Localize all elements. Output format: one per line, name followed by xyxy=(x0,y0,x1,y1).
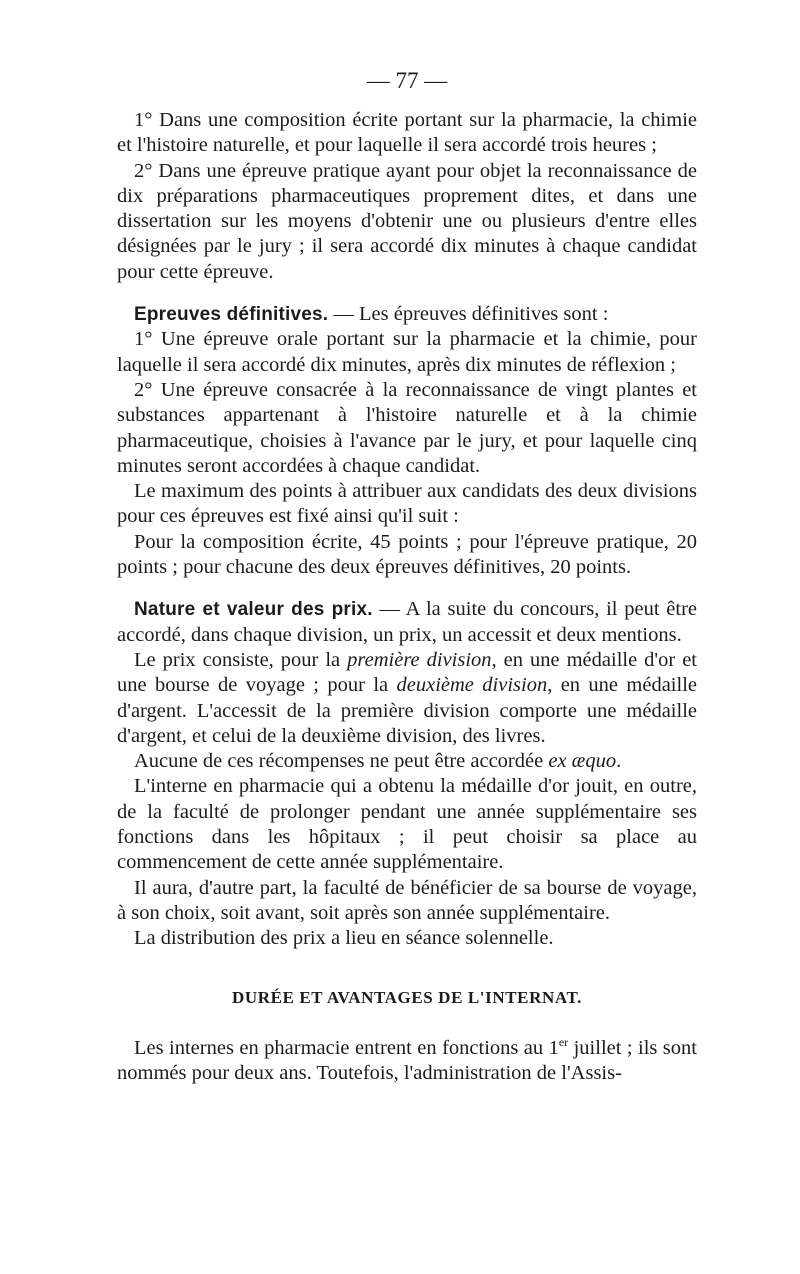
paragraph-prix xyxy=(117,648,697,749)
superscript-er: er xyxy=(558,1034,569,1049)
emphasis-premiere-division: première division xyxy=(347,648,492,671)
paragraph-epreuve-orale: 1° Une épreuve orale portant sur la pharmacie et la chimie, pour laquelle il sera accordé dix minutes, après dix minutes de réflexion ; xyxy=(117,328,697,376)
text-run: , en une médaille d'argent. L'accessit de la première division comporte une médaille d'argent, et celui de la deuxième division, des livres. xyxy=(117,674,697,747)
paragraph-ex-aequo xyxy=(117,749,697,774)
nature-intro: — A la suite du concours, il peut être accordé, dans chaque division, un prix, un accessit et deux mentions. xyxy=(117,598,697,646)
paragraph-distribution: La distribution des prix a lieu en séance solennelle. xyxy=(134,927,554,950)
page-number: — 77 — xyxy=(366,68,448,93)
text-run: Aucune de ces récompenses ne peut être accordée xyxy=(134,750,549,773)
paragraph-reconnaissance: 2° Une épreuve consacrée à la reconnaissance de vingt plantes et substances appartenant à l'histoire naturelle et à la chimie pharmaceutique, choisies à l'avance par le jury, et pour laquelle cinq minutes seront accordées à chaque candidat. xyxy=(117,378,697,477)
paragraph-nature-valeur xyxy=(117,597,697,648)
paragraph-epreuve-pratique: 2° Dans une épreuve pratique ayant pour objet la reconnaissance de dix préparations pharmaceutiques proprement dites, et dans une dissertation sur les moyens d'obtenir une ou plusieurs d'entre elles désignées par le jury ; il sera accordé dix minutes à chaque candidat pour cette épreuve. xyxy=(117,159,697,283)
emphasis-deuxieme-division: deuxième division xyxy=(396,674,548,697)
document-page xyxy=(117,66,697,1086)
epreuves-intro: — Les épreuves définitives sont : xyxy=(328,303,609,326)
paragraph-bareme: Pour la composition écrite, 45 points ; pour l'épreuve pratique, 20 points ; pour chacune des deux épreuves définitives, 20 points. xyxy=(117,530,697,579)
text-run: , en une médaille d'or et une bourse de voyage ; pour la xyxy=(117,648,697,697)
text-run: juillet ; ils sont nommés pour deux ans. Toutefois, l'administration de l'Assis- xyxy=(117,1036,697,1084)
section-heading-nature: Nature et valeur des prix. xyxy=(134,599,373,621)
section-title-duree: DURÉE ET AVANTAGES DE L'INTERNAT. xyxy=(232,987,582,1007)
paragraph-medaille-or: L'interne en pharmacie qui a obtenu la médaille d'or jouit, en outre, de la faculté de prolonger pendant une année supplémentaire ses fonctions dans les hôpitaux ; il peut choisir sa place au commencement de cette année supplémentaire. xyxy=(117,775,697,874)
text-run: Le prix consiste, pour la xyxy=(134,648,348,671)
spacer xyxy=(117,285,697,302)
text-run: . xyxy=(616,750,622,773)
text-run: Les internes en pharmacie entrent en fonctions au 1 xyxy=(134,1036,559,1059)
paragraph-epreuves-definitives xyxy=(117,302,697,327)
paragraph-internes xyxy=(117,1036,697,1087)
spacer xyxy=(117,580,697,597)
section-heading-epreuves: Epreuves définitives. xyxy=(134,304,329,326)
paragraph-bourse-voyage: Il aura, d'autre part, la faculté de bénéficier de sa bourse de voyage, à son choix, soit avant, soit après son année supplémentaire. xyxy=(117,876,697,924)
paragraph-maximum-points: Le maximum des points à attribuer aux candidats des deux divisions pour ces épreuves est fixé ainsi qu'il suit : xyxy=(117,480,697,528)
emphasis-ex-aequo: ex æquo xyxy=(548,750,617,773)
paragraph-composition-ecrite: 1° Dans une composition écrite portant sur la pharmacie, la chimie et l'histoire naturelle, et pour laquelle il sera accordé trois heures ; xyxy=(117,109,697,157)
